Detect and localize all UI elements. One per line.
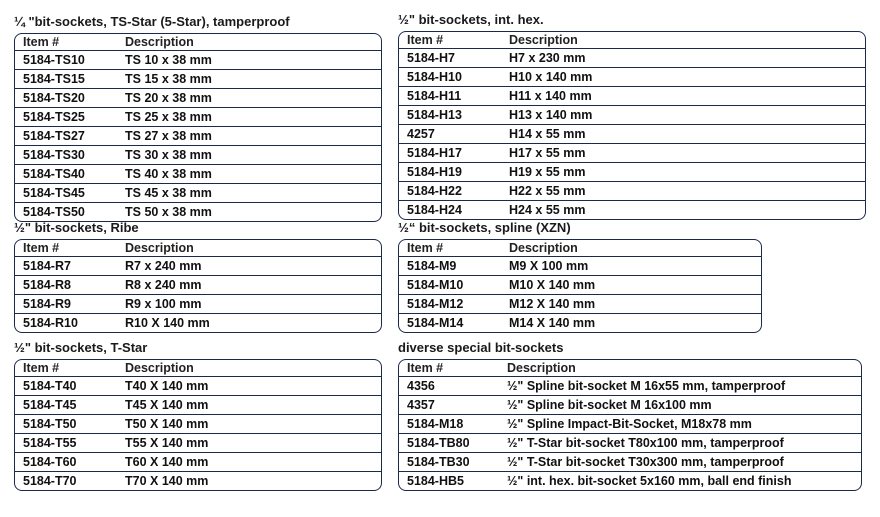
table-row: [399, 414, 861, 433]
section-title: ½" bit-sockets, T-Star: [14, 340, 148, 355]
table-row: [399, 452, 861, 471]
item-number: 5184-H13: [407, 108, 462, 122]
header-item-number: Item #: [407, 33, 444, 47]
item-number: 5184-H17: [407, 146, 462, 160]
item-number: 5184-M18: [407, 417, 464, 431]
item-description: ½" Spline bit-socket M 16x100 mm: [507, 398, 712, 412]
item-number: 5184-M9: [407, 259, 457, 273]
item-description: T70 X 140 mm: [125, 474, 209, 488]
item-description: ½" T-Star bit-socket T80x100 mm, tamperproof: [507, 436, 784, 450]
item-description: TS 20 x 38 mm: [125, 91, 212, 105]
item-number: 5184-HB5: [407, 474, 464, 488]
item-description: TS 30 x 38 mm: [125, 148, 212, 162]
table-row: [399, 313, 761, 332]
item-description: TS 25 x 38 mm: [125, 110, 212, 124]
item-number: 5184-T40: [23, 379, 77, 393]
table-row: [399, 275, 761, 294]
table-row: [399, 395, 861, 414]
item-number: 4356: [407, 379, 435, 393]
item-description: H7 x 230 mm: [509, 51, 586, 65]
item-description: R8 x 240 mm: [125, 278, 202, 292]
item-number: 5184-TS50: [23, 205, 85, 219]
parts-table: [14, 33, 382, 222]
table-row: [399, 471, 861, 490]
table-row: [15, 69, 381, 88]
table-row: [15, 126, 381, 145]
table-header: [399, 32, 865, 48]
table-row: [399, 256, 761, 275]
item-number: 5184-TS20: [23, 91, 85, 105]
item-description: T50 X 140 mm: [125, 417, 209, 431]
table-header: [15, 34, 381, 50]
table-row: [15, 107, 381, 126]
item-number: 5184-T55: [23, 436, 77, 450]
table-row: [399, 200, 865, 219]
table-header: [399, 360, 861, 376]
item-description: TS 50 x 38 mm: [125, 205, 212, 219]
section-ts-star: [14, 14, 382, 222]
header-description: Description: [125, 35, 194, 49]
header-description: Description: [509, 241, 578, 255]
header-description: Description: [125, 361, 194, 375]
header-item-number: Item #: [407, 361, 444, 375]
section-diverse-special: [398, 340, 862, 491]
table-row: [399, 162, 865, 181]
header-item-number: Item #: [407, 241, 444, 255]
item-description: TS 27 x 38 mm: [125, 129, 212, 143]
table-row: [399, 433, 861, 452]
item-description: R7 x 240 mm: [125, 259, 202, 273]
item-description: H11 x 140 mm: [509, 89, 592, 103]
table-header: [399, 240, 761, 256]
table-header: [15, 360, 381, 376]
table-row: [399, 105, 865, 124]
item-description: T45 X 140 mm: [125, 398, 209, 412]
table-row: [15, 376, 381, 395]
section-title: ½" bit-sockets, int. hex.: [398, 12, 544, 27]
table-row: [399, 86, 865, 105]
table-row: [15, 202, 381, 221]
item-description: R9 x 100 mm: [125, 297, 202, 311]
item-number: 5184-R9: [23, 297, 71, 311]
header-item-number: Item #: [23, 35, 60, 49]
item-description: TS 45 x 38 mm: [125, 186, 212, 200]
item-description: H19 x 55 mm: [509, 165, 586, 179]
table-row: [15, 88, 381, 107]
item-number: 5184-M14: [407, 316, 464, 330]
section-spline-xzn: [398, 220, 762, 333]
item-description: M9 X 100 mm: [509, 259, 589, 273]
table-row: [399, 124, 865, 143]
table-row: [15, 452, 381, 471]
section-int-hex: [398, 12, 866, 220]
item-description: H24 x 55 mm: [509, 203, 586, 217]
item-description: R10 X 140 mm: [125, 316, 210, 330]
table-row: [15, 433, 381, 452]
item-number: 5184-TB80: [407, 436, 470, 450]
parts-table: [398, 239, 762, 333]
table-row: [15, 50, 381, 69]
item-number: 5184-T45: [23, 398, 77, 412]
item-description: ½" Spline Impact-Bit-Socket, M18x78 mm: [507, 417, 752, 431]
table-row: [15, 145, 381, 164]
item-description: T55 X 140 mm: [125, 436, 209, 450]
section-ribe: [14, 220, 382, 333]
table-row: [15, 256, 381, 275]
item-description: H22 x 55 mm: [509, 184, 586, 198]
item-number: 5184-TS10: [23, 53, 85, 67]
item-description: H10 x 140 mm: [509, 70, 593, 84]
table-header: [15, 240, 381, 256]
item-description: M14 X 140 mm: [509, 316, 596, 330]
parts-table: [14, 359, 382, 491]
item-description: TS 40 x 38 mm: [125, 167, 212, 181]
parts-table: [14, 239, 382, 333]
item-number: 5184-T50: [23, 417, 77, 431]
table-row: [15, 395, 381, 414]
table-row: [399, 67, 865, 86]
table-row: [15, 183, 381, 202]
item-description: ½" T-Star bit-socket T30x300 mm, tamperproof: [507, 455, 784, 469]
parts-table: [398, 359, 862, 491]
item-description: ½" Spline bit-socket M 16x55 mm, tamperproof: [507, 379, 786, 393]
item-number: 4257: [407, 127, 435, 141]
item-description: H13 x 140 mm: [509, 108, 593, 122]
item-number: 5184-TB30: [407, 455, 470, 469]
table-row: [399, 294, 761, 313]
item-number: 5184-R8: [23, 278, 71, 292]
table-row: [399, 48, 865, 67]
item-number: 5184-H24: [407, 203, 462, 217]
table-row: [15, 294, 381, 313]
item-number: 5184-M10: [407, 278, 464, 292]
item-number: 5184-T70: [23, 474, 77, 488]
section-title: ¼ "bit-sockets, TS-Star (5-Star), tamperproof: [14, 14, 290, 29]
section-title: diverse special bit-sockets: [398, 340, 564, 355]
table-row: [15, 414, 381, 433]
section-title: ½" bit-sockets, Ribe: [14, 220, 139, 235]
item-number: 5184-R10: [23, 316, 78, 330]
header-item-number: Item #: [23, 361, 60, 375]
item-number: 5184-TS30: [23, 148, 85, 162]
header-description: Description: [509, 33, 578, 47]
table-row: [15, 164, 381, 183]
item-number: 4357: [407, 398, 435, 412]
item-number: 5184-H19: [407, 165, 462, 179]
item-number: 5184-TS27: [23, 129, 85, 143]
table-row: [15, 275, 381, 294]
item-number: 5184-TS25: [23, 110, 85, 124]
section-title: ½“ bit-sockets, spline (XZN): [398, 220, 571, 235]
item-number: 5184-H7: [407, 51, 455, 65]
section-t-star: [14, 340, 382, 491]
table-row: [399, 376, 861, 395]
item-description: M10 X 140 mm: [509, 278, 596, 292]
item-number: 5184-H10: [407, 70, 462, 84]
item-number: 5184-R7: [23, 259, 71, 273]
item-description: TS 15 x 38 mm: [125, 72, 212, 86]
item-description: T60 X 140 mm: [125, 455, 209, 469]
table-row: [399, 181, 865, 200]
header-description: Description: [507, 361, 576, 375]
parts-table: [398, 31, 866, 220]
item-number: 5184-TS15: [23, 72, 85, 86]
table-row: [15, 471, 381, 490]
table-row: [399, 143, 865, 162]
item-number: 5184-H11: [407, 89, 462, 103]
item-number: 5184-TS40: [23, 167, 85, 181]
item-description: H17 x 55 mm: [509, 146, 586, 160]
item-description: H14 x 55 mm: [509, 127, 586, 141]
item-description: M12 X 140 mm: [509, 297, 596, 311]
item-number: 5184-TS45: [23, 186, 85, 200]
table-row: [15, 313, 381, 332]
item-description: TS 10 x 38 mm: [125, 53, 212, 67]
header-item-number: Item #: [23, 241, 60, 255]
item-number: 5184-T60: [23, 455, 77, 469]
header-description: Description: [125, 241, 194, 255]
item-description: ½" int. hex. bit-socket 5x160 mm, ball end finish: [507, 474, 792, 488]
item-description: T40 X 140 mm: [125, 379, 209, 393]
item-number: 5184-M12: [407, 297, 464, 311]
item-number: 5184-H22: [407, 184, 462, 198]
